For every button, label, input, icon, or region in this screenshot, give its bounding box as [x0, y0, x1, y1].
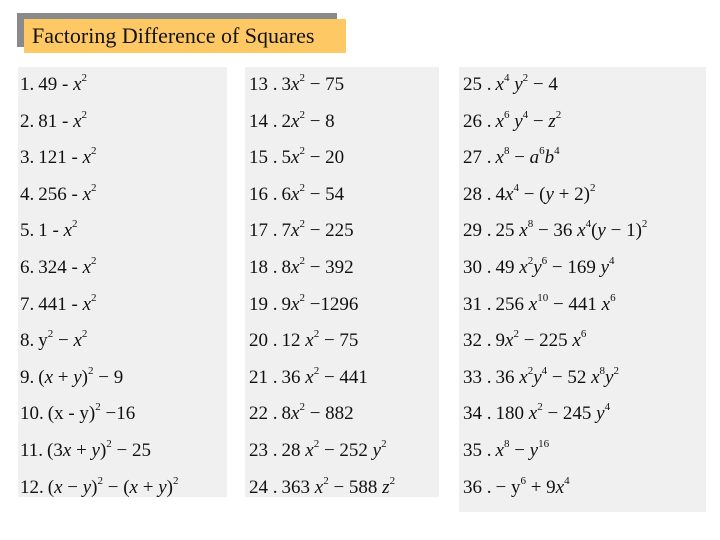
problem-number: 23 .	[249, 440, 278, 461]
problem-expression: $7x^2 - 225$	[281, 218, 354, 242]
problem-number: 17 .	[249, 220, 278, 242]
page-title: Factoring Difference of Squares	[24, 19, 346, 53]
problem-number: 32 .	[463, 330, 492, 352]
problem-item	[463, 67, 558, 103]
problem-item	[463, 104, 561, 140]
problem-number: 31 .	[463, 293, 492, 315]
problem-expression: $4x^4 - (y + 2)^2$	[495, 181, 596, 205]
problem-expression: $x^6$ $y^4 - z^2$	[495, 108, 562, 132]
problem-expression: $9x^2 -1296$	[281, 291, 359, 315]
problem-item	[249, 177, 344, 213]
problem-expression: − $y^6 + 9x^4$	[495, 474, 570, 498]
problem-expression: 36 $x^2y^4 - 52$ $x^8y^2$	[495, 364, 619, 388]
problem-column-1	[18, 67, 227, 497]
problem-expression: $x^8 - a^6b^4$	[495, 145, 560, 169]
problem-item	[20, 140, 97, 176]
problem-item	[249, 287, 358, 323]
problem-item	[463, 287, 616, 323]
problem-number: 19 .	[249, 293, 278, 315]
problem-expression: (x - y)$^2$ −16	[47, 401, 136, 425]
problem-expression: 36 $x^2 - 441$	[281, 364, 368, 388]
problem-number: 24 .	[249, 476, 278, 497]
problem-expression: 25 $x^8 - 36$ $x^4(y - 1)^2$	[495, 218, 648, 242]
problem-item	[20, 213, 78, 249]
problem-item	[463, 323, 586, 359]
problem-item	[20, 177, 97, 213]
problem-expression: $324 - x^2$	[38, 255, 97, 278]
problem-expression: 256 $x^{10} - 441$ $x^6$	[495, 291, 616, 315]
problem-number: 5.	[20, 220, 35, 242]
problem-number: 2.	[20, 110, 35, 132]
problem-item	[249, 140, 344, 176]
problem-number: 25 .	[463, 74, 492, 95]
problem-expression: $6x^2 - 54$	[281, 181, 345, 205]
problem-item	[20, 104, 87, 140]
problem-number: 29 .	[463, 220, 492, 242]
problem-number: 28 .	[463, 183, 492, 205]
problem-item	[249, 360, 368, 396]
problem-number: 35 .	[463, 440, 492, 461]
problem-item	[20, 287, 97, 323]
problem-number: 20 .	[249, 330, 278, 352]
problem-number: 7.	[20, 293, 35, 315]
problem-expression: $2x^2 - 8$	[281, 108, 335, 132]
problem-item	[249, 250, 354, 286]
problem-expression: $x^8 - y^{16}$	[495, 438, 550, 461]
problem-expression: $y^2 - x^2$	[38, 328, 88, 352]
problem-number: 34 .	[463, 403, 492, 425]
problem-expression: $81 - x^2$	[38, 108, 88, 132]
problem-number: 8.	[20, 330, 35, 352]
problem-item	[463, 250, 615, 286]
problem-expression: $1 - x^2$	[38, 218, 78, 242]
problem-number: 30 .	[463, 257, 492, 278]
problem-item	[20, 323, 87, 359]
problem-expression: $3x^2 - 75$	[281, 72, 345, 95]
problem-item	[249, 67, 344, 103]
problem-expression: 28 $x^2 - 252$ $y^2$	[281, 438, 387, 461]
problem-number: 12.	[20, 476, 44, 497]
problem-expression: $5x^2 - 20$	[281, 145, 345, 169]
problem-item	[463, 177, 595, 213]
problem-item	[463, 470, 570, 506]
problem-item	[463, 140, 560, 176]
problem-item	[249, 433, 387, 469]
problem-item	[463, 213, 647, 249]
problem-number: 33 .	[463, 366, 492, 388]
problem-number: 14 .	[249, 110, 278, 132]
problem-number: 9.	[20, 366, 35, 388]
problem-number: 21 .	[249, 366, 278, 388]
problem-number: 13 .	[249, 74, 278, 95]
problem-item	[463, 433, 549, 469]
problem-number: 27 .	[463, 147, 492, 169]
problem-item	[20, 67, 87, 103]
problem-item	[463, 396, 610, 432]
problem-number: 11.	[20, 440, 44, 461]
problem-number: 4.	[20, 183, 35, 205]
problem-expression: $49 - x^2$	[38, 72, 88, 95]
problem-expression: 49 $x^2y^6 - 169$ $y^4$	[495, 255, 615, 278]
problem-number: 1.	[20, 74, 35, 95]
problem-expression: $121 - x^2$	[38, 145, 97, 169]
problem-item	[249, 470, 395, 497]
problem-number: 16 .	[249, 183, 278, 205]
problem-expression: 363 $x^2 - 588$ $z^2$	[281, 474, 396, 497]
problem-expression: $9x^2 - 225$ $x^6$	[495, 328, 587, 352]
problem-column-3	[459, 67, 706, 512]
problem-number: 26 .	[463, 110, 492, 132]
problem-item	[20, 470, 178, 497]
problem-expression: $441 - x^2$	[38, 291, 97, 315]
problem-item	[249, 213, 354, 249]
problem-number: 18 .	[249, 257, 278, 278]
problem-number: 10.	[20, 403, 44, 425]
problem-expression: $256 - x^2$	[38, 181, 97, 205]
problem-expression: $(x + y)^2 - 9$	[38, 364, 124, 388]
problem-item	[20, 396, 135, 432]
problem-item	[249, 396, 354, 432]
problem-expression: $(3x + y)^2 - 25$	[47, 438, 152, 461]
problem-item	[20, 360, 123, 396]
problem-item	[249, 104, 335, 140]
problem-number: 36 .	[463, 476, 492, 498]
problem-item	[20, 433, 151, 469]
problem-item	[249, 323, 358, 359]
problem-number: 3.	[20, 147, 35, 169]
problem-expression: $(x - y)^2 - (x + y)^2$	[47, 474, 179, 497]
problem-expression: 12 $x^2 - 75$	[281, 328, 359, 352]
problem-column-2	[245, 67, 439, 497]
problem-item	[20, 250, 97, 286]
problem-expression: $8x^2 - 392$	[281, 255, 354, 278]
problem-item	[463, 360, 619, 396]
problem-expression: 180 $x^2 - 245$ $y^4$	[495, 401, 611, 425]
problem-expression: $x^4$ $y^2 - 4$	[495, 72, 558, 95]
problem-number: 22 .	[249, 403, 278, 425]
problem-number: 6.	[20, 257, 35, 278]
problem-expression: $8x^2 - 882$	[281, 401, 354, 425]
problem-number: 15 .	[249, 147, 278, 169]
